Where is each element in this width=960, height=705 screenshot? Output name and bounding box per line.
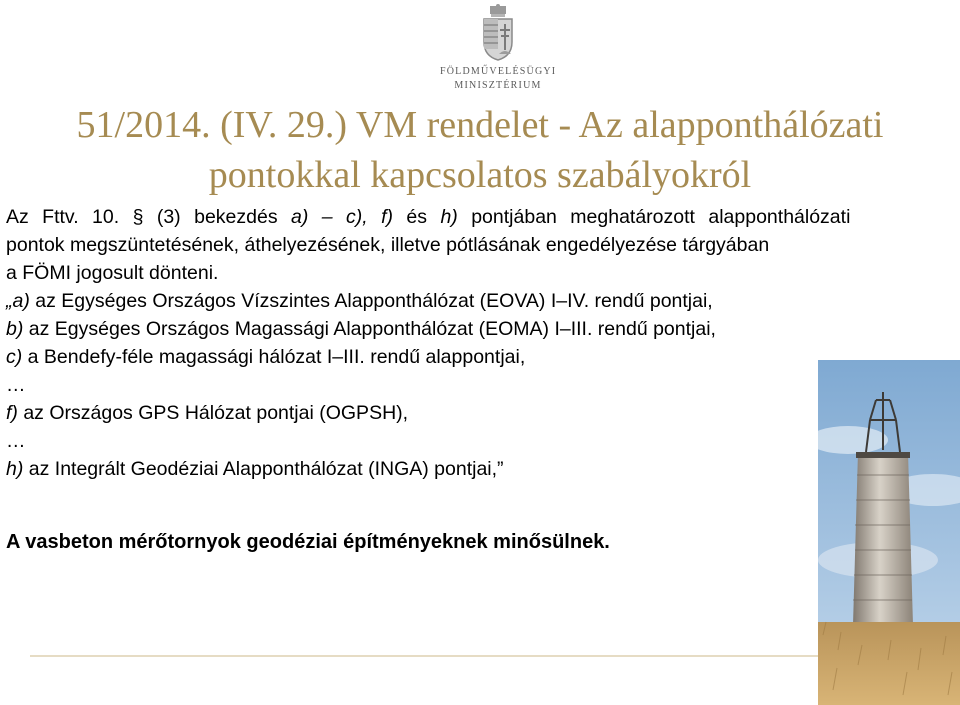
logo-text-line1: FÖLDMŰVELÉSÜGYI bbox=[440, 66, 557, 77]
point-f bbox=[6, 399, 956, 427]
point-a-marker: „a) bbox=[6, 290, 30, 312]
point-a-text: az Egységes Országos Vízszintes Alapponthálózat (EOVA) I–IV. rendű pontjai, bbox=[29, 290, 713, 312]
ministry-logo bbox=[440, 4, 556, 100]
point-c-marker: c) bbox=[6, 346, 23, 368]
point-h bbox=[6, 455, 956, 483]
summary-statement: A vasbeton mérőtornyok geodéziai építményeknek minősülnek. bbox=[6, 531, 610, 553]
point-a bbox=[6, 287, 956, 315]
point-b-text: az Egységes Országos Magassági Alapponthálózat (EOMA) I–III. rendű pontjai, bbox=[23, 318, 716, 340]
intro-ref-h: h) bbox=[440, 206, 458, 228]
point-b-marker: b) bbox=[6, 318, 24, 340]
title-line-2: pontokkal kapcsolatos szabályokról bbox=[208, 154, 752, 196]
coat-of-arms-icon bbox=[478, 4, 518, 62]
intro-refs-ac-f: a) – c), f) bbox=[291, 206, 394, 228]
title-line-1: 51/2014. (IV. 29.) VM rendelet - Az alapponthálózati bbox=[76, 104, 884, 146]
footer-divider bbox=[30, 655, 820, 657]
intro-text-a: Az Fttv. 10. § (3) bekezdés bbox=[6, 206, 291, 228]
logo-text-line2: MINISZTÉRIUM bbox=[454, 80, 542, 91]
intro-line-3: a FÖMI jogosult dönteni. bbox=[6, 262, 219, 284]
ellipsis-1: … bbox=[6, 374, 26, 396]
point-h-text: az Integrált Geodéziai Alapponthálózat (INGA) pontjai,” bbox=[23, 458, 504, 480]
point-c-text: a Bendefy-féle magassági hálózat I–III. rendű alappontjai, bbox=[22, 346, 526, 368]
ellipsis-2: … bbox=[6, 430, 26, 452]
point-h-marker: h) bbox=[6, 458, 24, 480]
point-c bbox=[6, 343, 956, 371]
page-title bbox=[0, 100, 960, 200]
intro-text-es: és bbox=[393, 206, 441, 228]
intro-line-1 bbox=[6, 203, 956, 231]
point-f-text: az Országos GPS Hálózat pontjai (OGPSH), bbox=[17, 402, 409, 424]
wheat-field bbox=[818, 622, 960, 705]
point-b bbox=[6, 315, 956, 343]
point-f-marker: f) bbox=[6, 402, 18, 424]
regulation-body bbox=[6, 203, 956, 483]
survey-tower-photo bbox=[818, 360, 960, 705]
intro-line-2: pontok megszüntetésének, áthelyezésének, illetve pótlásának engedélyezése tárgyában bbox=[6, 234, 770, 256]
intro-text-b: pontjában meghatározott alapponthálózati bbox=[457, 206, 851, 228]
